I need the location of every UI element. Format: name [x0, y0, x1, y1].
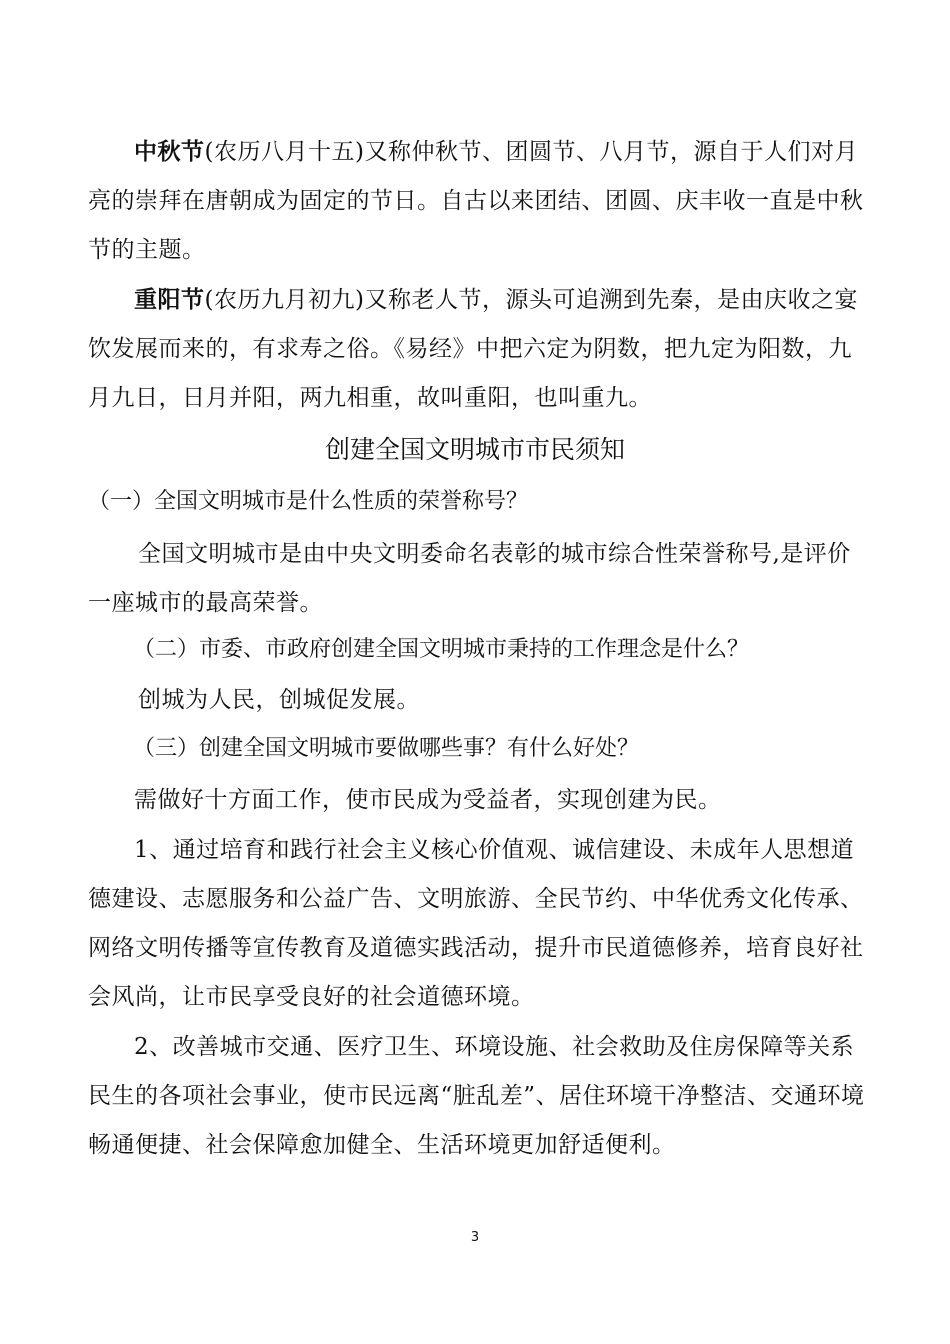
answer-1: 全国文明城市是由中央文明委命名表彰的城市综合性荣誉称号,是评价一座城市的最高荣誉。	[88, 541, 851, 616]
list-item: 1、通过培育和践行社会主义核心价值观、诚信建设、未成年人思想道德建设、志愿服务和公益广告、文明旅游、全民节约、中华优秀文化传承、网络文明传播等宣传教育及道德实践活动，提升市民道德修养，培育良好社会风尚，让市民享受良好的社会道德环境。	[88, 837, 864, 1010]
answer-2: 创城为人民，创城促发展。	[138, 687, 420, 713]
festival-double-ninth	[88, 276, 868, 423]
answer-3-intro: 需做好十方面工作，使市民成为受益者，实现创建为民。	[134, 787, 722, 813]
festival-name: 中秋节	[134, 139, 205, 165]
question-2: （二）市委、市政府创建全国文明城市秉持的工作理念是什么？	[133, 637, 750, 662]
question-1: （一）全国文明城市是什么性质的荣誉称号？	[88, 489, 529, 514]
section-title: 创建全国文明城市市民须知	[324, 435, 625, 464]
page-number: 3	[470, 1230, 480, 1245]
festival-name: 重阳节	[134, 287, 205, 313]
question-3: （三）创建全国文明城市要做哪些事？有什么好处？	[133, 736, 640, 761]
festival-mid-autumn	[88, 128, 868, 275]
festival-description: (农历八月十五)又称仲秋节、团圆节、八月节，源自于人们对月亮的崇拜在唐朝成为固定的节日。自古以来团结、团圆、庆丰收一直是中秋节的主题。	[88, 139, 864, 263]
festival-description: (农历九月初九)又称老人节，源头可追溯到先秦，是由庆收之宴饮发展而来的，有求寿之俗。《易经》中把六定为阴数，把九定为阳数，九月九日，日月并阳，两九相重，故叫重阳，也叫重九。	[88, 287, 858, 411]
list-item: 2、改善城市交通、医疗卫生、环境设施、社会救助及住房保障等关系民生的各项社会事业，使市民远离“脏乱差”、居住环境干净整洁、交通环境畅通便捷、社会保障愈加健全、生活环境更加舒适便利。	[88, 1034, 865, 1158]
